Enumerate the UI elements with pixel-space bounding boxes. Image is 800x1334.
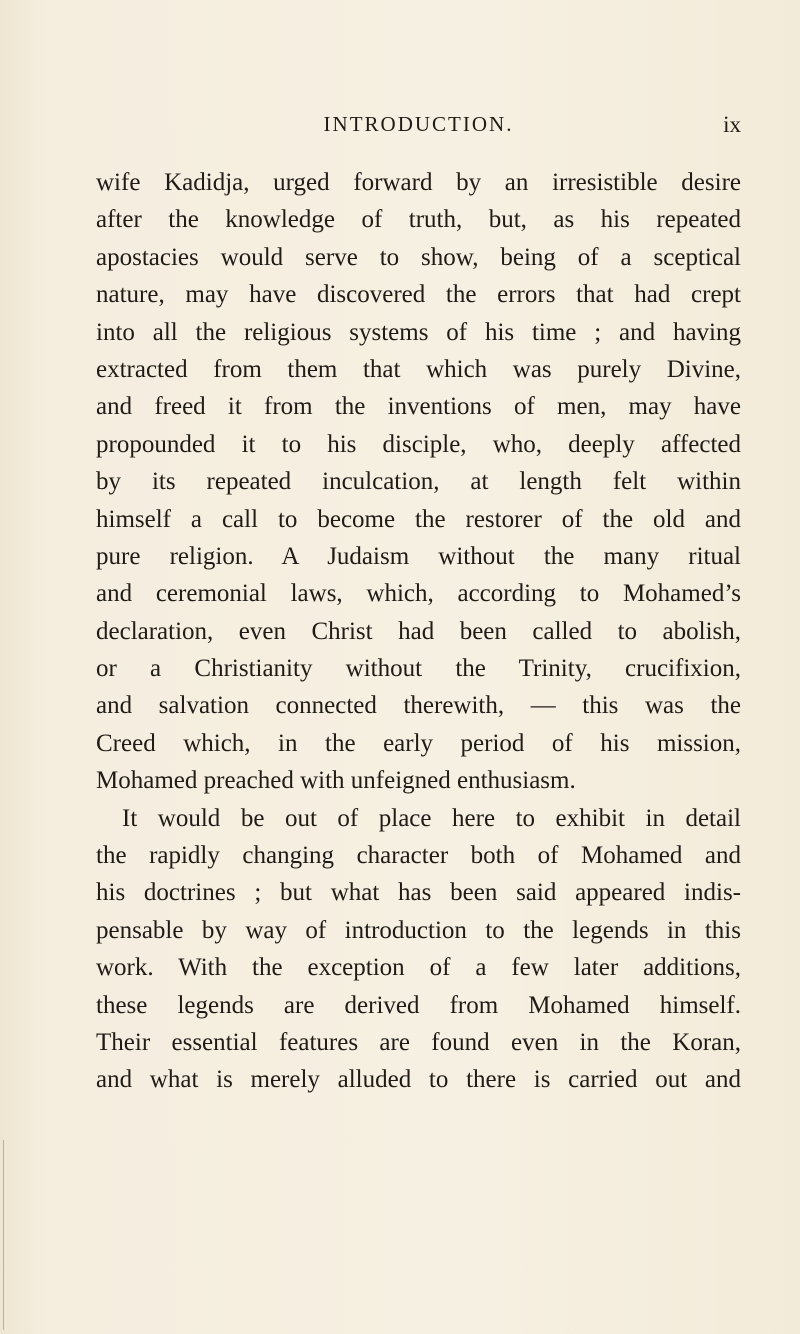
page-edge-shadow — [3, 1140, 4, 1330]
text-line: Mohamed preached with unfeigned enthusiasm. — [96, 767, 576, 795]
text-line: wife Kadidja, urged forward by an irresistible desire — [96, 169, 741, 196]
text-line: apostacies would serve to show, being of a sceptical — [96, 243, 741, 271]
text-line: and ceremonial laws, which, according to Mohamed’s — [96, 580, 741, 608]
text-line: the rapidly changing character both of Mohamed and — [96, 842, 741, 870]
text-line: It would be out of place here to exhibit in detail — [122, 804, 741, 832]
text-line: himself a call to become the restorer of the old and — [96, 505, 741, 533]
text-line: and what is merely alluded to there is carried out and — [96, 1066, 741, 1094]
text-line: his doctrines ; but what has been said appeared indis- — [96, 879, 741, 907]
page-number: ix — [723, 112, 741, 137]
running-head: INTRODUCTION. — [323, 112, 514, 136]
text-line: Their essential features are found even in the Koran, — [96, 1028, 741, 1056]
text-line: and salvation connected therewith, — this was the — [96, 692, 741, 720]
text-line: and freed it from the inventions of men, may have — [96, 393, 741, 421]
text-line: Creed which, in the early period of his mission, — [96, 729, 741, 757]
body-text — [96, 164, 741, 1099]
text-line: or a Christianity without the Trinity, crucifixion, — [96, 655, 741, 683]
text-line: work. With the exception of a few later additions, — [96, 954, 741, 982]
text-line: pensable by way of introduction to the legends in this — [96, 916, 741, 944]
text-line: extracted from them that which was purely Divine, — [96, 355, 741, 383]
text-line: into all the religious systems of his time ; and having — [96, 318, 741, 346]
text-line: pure religion. A Judaism without the many ritual — [96, 542, 741, 570]
text-line: by its repeated inculcation, at length felt within — [96, 468, 741, 496]
text-line: propounded it to his disciple, who, deeply affected — [96, 430, 741, 458]
text-line: nature, may have discovered the errors that had crept — [96, 281, 741, 309]
text-line: after the knowledge of truth, but, as his repeated — [96, 206, 741, 234]
page-header — [96, 112, 741, 142]
text-line: these legends are derived from Mohamed himself. — [96, 991, 741, 1019]
text-line: declaration, even Christ had been called to abolish, — [96, 617, 741, 645]
